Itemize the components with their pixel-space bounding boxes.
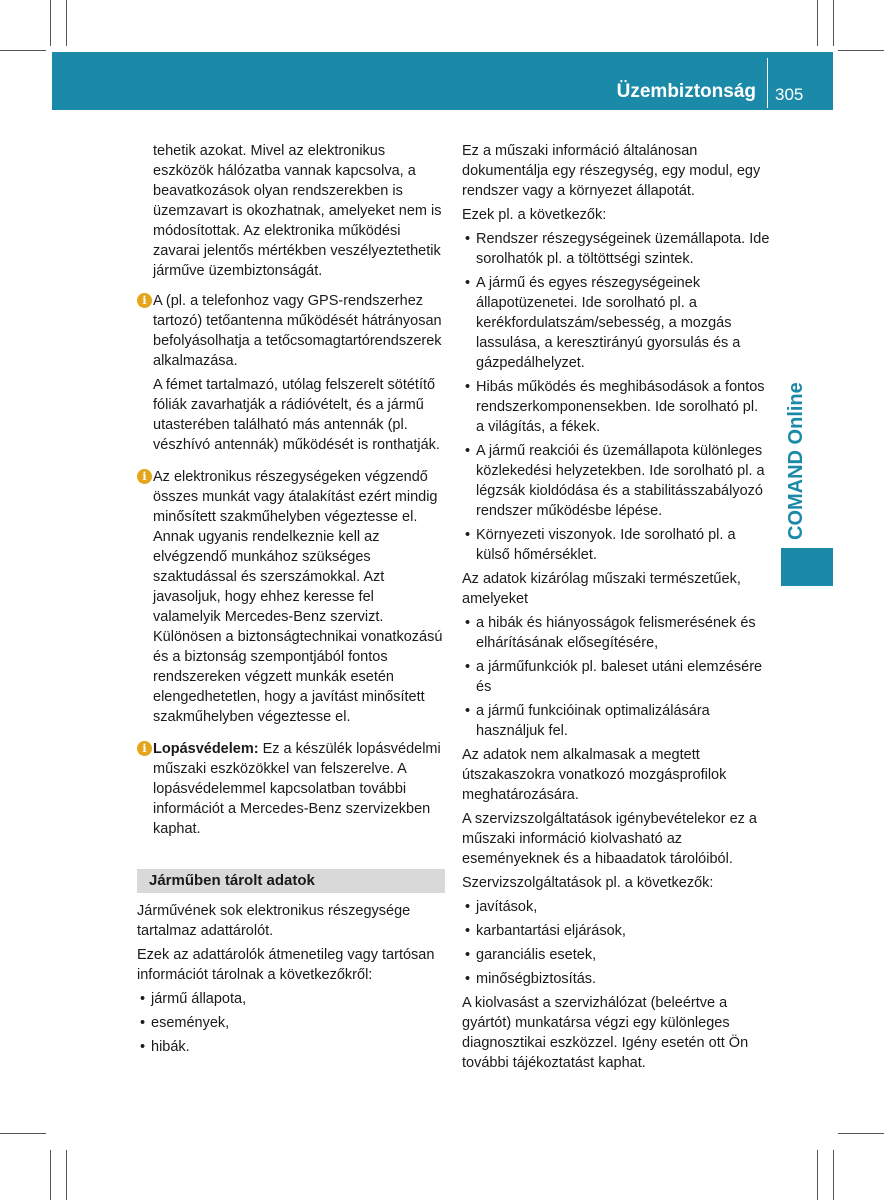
info-note [137,291,445,455]
crop-mark [66,0,67,46]
left-column [137,141,445,1061]
note-bold-label: Lopásvédelem: [153,741,259,757]
list-item: • jármű állapota, [140,991,247,1007]
list-item: • garanciális esetek, [465,947,597,963]
crop-mark [838,1133,884,1134]
info-note [137,467,445,727]
list-item: • minőségbiztosítás. [465,971,597,987]
paragraph: Ezek pl. a következők: [462,207,607,223]
list-item: • javítások, [465,899,538,915]
header-separator [767,58,768,108]
crop-mark [0,1133,46,1134]
list-item: • Hibás működés és meghibásodások a fontos rendszerkomponensekben. Ide sorolható pl. a világítás, a fékek. [465,379,765,435]
paragraph: A szervizszolgáltatások igénybevételekor ez a műszaki információ kiolvasható az eseményeknek és a hibaadatok tárolóiból. [462,811,757,867]
paragraph: Ez a műszaki információ általánosan dokumentálja egy részegység, egy modul, egy rendszer vagy a környezet állapotát. [462,143,761,199]
list-item: • A jármű reakciói és üzemállapota különleges közlekedési helyzetekben. Ide sorolható pl. a légzsák kioldódása és a stabilitásszabályozó rendszer működésbe lépése. [465,443,765,519]
list-item: • a jármű funkcióinak optimalizálására használjuk fel. [465,703,710,739]
crop-mark [838,50,884,51]
crop-mark [0,50,46,51]
note-text: A fémet tartalmazó, utólag felszerelt sötétítő fóliák zavarhatják a rádióvételt, és a jármű utasterében található más antennák (pl. vészhívó antennák) működését is ronthatják. [153,377,440,453]
list-item: • A jármű és egyes részegységeinek állapotüzenetei. Ide sorolható pl. a kerékfordulatszám/sebesség, a mozgás lassulása, a keresztirányú gyorsulás és a gázpedálhelyzet. [465,275,741,371]
crop-mark [817,0,818,46]
note-text: Az elektronikus részegységeken végzendő összes munkát vagy átalakítást ezért mindig minősített szakműhelyben végeztesse el. Annak ugyanis rendelkeznie kell az elvégzendő munkához szükséges szaktudással és szerszámokkal. Azt javasoljuk, hogy ehhez keresse fel valamelyik Mercedes-Benz szervizt. Különösen a biztonságtechnikai vonatkozású és a biztonság szempontjából fontos rendszereken végzett munkák esetén elengedhetetlen, hogy a javítást minősített szakműhelyben végeztesse el. [153,469,443,725]
paragraph: Ezek az adattárolók átmenetileg vagy tartósan információt tárolnak a következőkről: [137,947,435,983]
info-icon: i [137,741,152,756]
list-item: • a járműfunkciók pl. baleset utáni elemzésére és [465,659,763,695]
info-icon: i [137,293,152,308]
paragraph: Szervizszolgáltatások pl. a következők: [462,875,714,891]
crop-mark [817,1150,818,1200]
crop-mark [833,1150,834,1200]
list-item: • Környezeti viszonyok. Ide sorolható pl. a külső hőmérséklet. [465,527,736,563]
paragraph: Járművének sok elektronikus részegysége tartalmaz adattárolót. [137,903,411,939]
right-column [462,141,770,1077]
paragraph: Az adatok kizárólag műszaki természetűek, amelyeket [462,571,741,607]
bullet-list [462,229,770,565]
note-text: A (pl. a telefonhoz vagy GPS-rendszerhez tartozó) tetőantenna működését hátrányosan befolyásolhatja a tetőcsomagtartórendszerek alkalmazása. [153,293,442,369]
chapter-side-tab [781,548,833,586]
chapter-side-label: COMAND Online [785,382,807,540]
bullet-list [137,989,445,1057]
info-icon: i [137,469,152,484]
note-text [153,739,445,839]
crop-mark [50,0,51,46]
intro-paragraph: tehetik azokat. Mivel az elektronikus eszközök hálózatba vannak kapcsolva, a beavatkozások olyan rendszerekben is üzemzavart is okozhatnak, amelyeket nem is módosítottak. Az elektronika működési zavarai jelentős mértékben veszélyeztethetik járműve üzembiztonságát. [153,143,442,279]
list-item: • karbantartási eljárások, [465,923,626,939]
note-body: Ez a készülék lopásvédelmi műszaki eszközökkel van felszerelve. A lopásvédelemmel kapcsolatban további információt a Mercedes-Benz szervizekben kaphat. [153,741,441,837]
page-title: Üzembiztonság [616,81,756,102]
list-item: • a hibák és hiányosságok felismerésének és elhárításának elősegítésére, [465,615,756,651]
crop-mark [833,0,834,46]
paragraph: A kiolvasást a szervizhálózat (beleértve a gyártót) munkatársa végzi egy különleges diagnosztikai eszközzel. Igény esetén ott Ön további tájékoztatást kaphat. [462,995,749,1071]
info-note-theft-protection [137,739,445,839]
section-heading: Járműben tárolt adatok [137,869,445,893]
list-item: • hibák. [140,1039,190,1055]
page-number: 305 [775,85,804,104]
list-item: • Rendszer részegységeinek üzemállapota. Ide sorolhatók pl. a töltöttségi szintek. [465,231,770,267]
crop-mark [66,1150,67,1200]
bullet-list [462,613,770,741]
crop-mark [50,1150,51,1200]
bullet-list [462,897,770,989]
paragraph: Az adatok nem alkalmasak a megtett útszakaszokra vonatkozó mozgásprofilok meghatározására. [462,747,727,803]
list-item: • események, [140,1015,230,1031]
